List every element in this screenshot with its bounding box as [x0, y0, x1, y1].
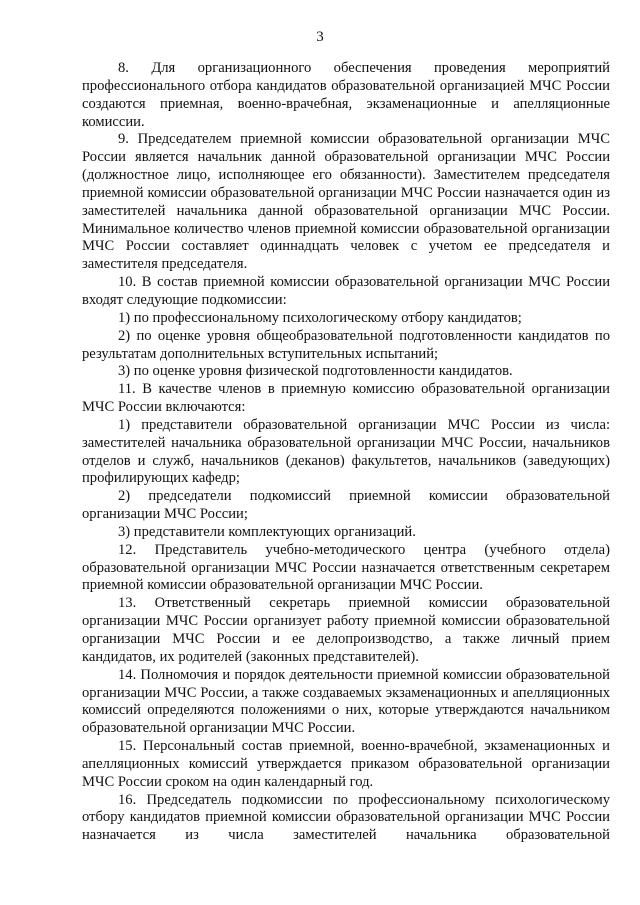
list-item-11-2: 2) председатели подкомиссий приемной комиссии образовательной организации МЧС России;	[82, 488, 610, 523]
list-item-11-1: 1) представители образовательной организации МЧС России из числа: заместителей начальника образовательной организации МЧС России, начальников отделов и служб, начальников (деканов) факультетов, начальников (заведующих) профилирующих кафедр;	[82, 416, 610, 487]
paragraph-11: 11. В качестве членов в приемную комиссию образовательной организации МЧС России включаются:	[82, 381, 610, 416]
paragraph-16: 16. Председатель подкомиссии по профессиональному психологическому отбору кандидатов приемной комиссии образовательной организации МЧС России назначается из числа заместителей начальника образовательной	[82, 791, 610, 844]
paragraph-15: 15. Персональный состав приемной, военно-врачебной, экзаменационных и апелляционных комиссий утверждается приказом образовательной организации МЧС России сроком на один календарный год.	[82, 738, 610, 790]
list-item-10-3: 3) по оценке уровня физической подготовленности кандидатов.	[118, 363, 513, 380]
paragraph-10: 10. В состав приемной комиссии образовательной организации МЧС России входят следующие подкомиссии:	[82, 274, 610, 308]
paragraph-9: 9. Председателем приемной комиссии образовательной организации МЧС России является начальник данной образовательной организации МЧС России (должностное лицо, исполняющее его обязанности). Заместителем председателя приемной комиссии образовательной организации МЧС России назначается один из заместителей начальника данной образовательной организации МЧС России. Минимальное количество членов приемной комиссии образовательной организации МЧС России составляет одиннадцать человек с учетом ее председателя и заместителя председателя.	[82, 131, 610, 273]
paragraph-14: 14. Полномочия и порядок деятельности приемной комиссии образовательной организации МЧС России, а также создаваемых экзаменационных и апелляционных комиссий определяются положениями о них, которые утверждаются начальником образовательной организации МЧС России.	[82, 666, 610, 737]
paragraph-8: 8. Для организационного обеспечения проведения мероприятий профессионального отбора кандидатов образовательной организацией МЧС России создаются приемная, военно-врачебная, экзаменационные и апелляционные комиссии.	[82, 60, 610, 130]
list-item-10-2: 2) по оценке уровня общеобразовательной подготовленности кандидатов по результатам дополнительных вступительных испытаний;	[82, 327, 610, 362]
list-item-11-3: 3) представители комплектующих организаций.	[118, 523, 416, 540]
paragraph-13: 13. Ответственный секретарь приемной комиссии образовательной организации МЧС России организует работу приемной комиссии образовательной организации МЧС России и ее делопроизводство, а также личный прием кандидатов, их родителей (законных представителей).	[82, 595, 610, 665]
page-number: 3	[316, 29, 324, 45]
list-item-10-1: 1) по профессиональному психологическому отбору кандидатов;	[118, 309, 522, 326]
document-body	[82, 60, 610, 845]
paragraph-12: 12. Представитель учебно-методического центра (учебного отдела) образовательной организации МЧС России назначается ответственным секретарем приемной комиссии образовательной организации МЧС России.	[82, 541, 610, 594]
